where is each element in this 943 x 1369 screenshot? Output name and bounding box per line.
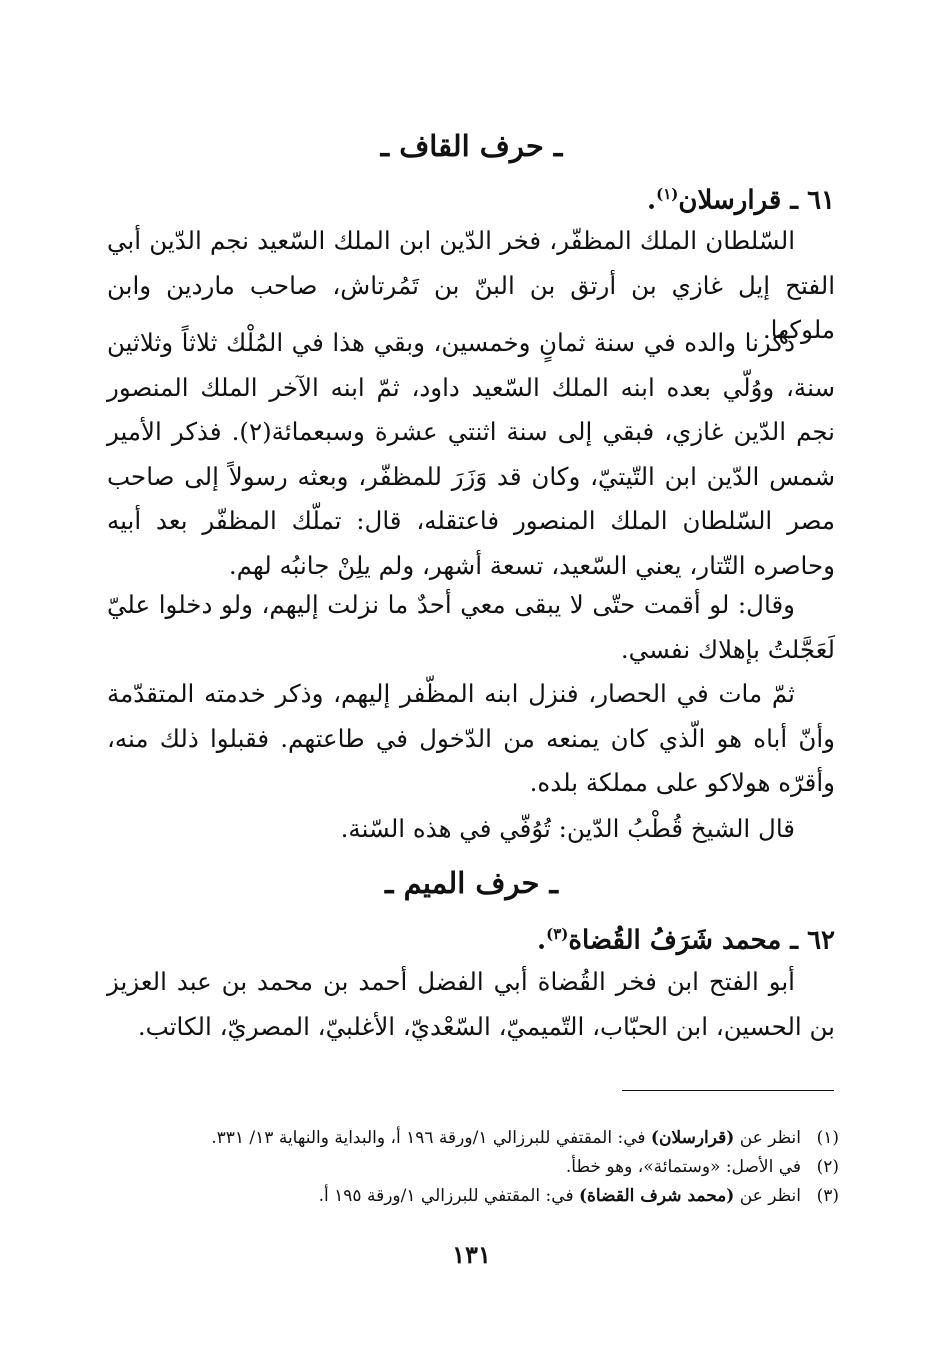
footnote-3 <box>99 1182 839 1211</box>
footnote-ref-3: (٣) <box>546 925 569 943</box>
footnote-2 <box>99 1153 839 1182</box>
paragraph: وقال: لو أقمت حتّى لا يبقى معي أحدٌ ما نزلت إليهم، ولو دخلوا عليّ لَعَجَّلتُ بإهلاك نفسي. <box>107 590 835 664</box>
paragraph: ثمّ مات في الحصار، فنزل ابنه المظّفر إليهم، وذكر خدمته المتقدّمة وأنّ أباه هو الّذي كان يمنعه من الدّخول في طاعتهم. فقبلوا ذلك منه، وأقرّه هولاكو على مملكة بلده. <box>107 679 835 797</box>
entry-62-heading <box>95 912 835 963</box>
section-title-mim: ـ حرف الميم ـ <box>385 866 558 900</box>
entry-61-period: . <box>647 185 657 216</box>
footnote-text <box>566 1153 801 1182</box>
footnote-bold-term: (قرارسلان) <box>650 1128 735 1148</box>
footnotes <box>99 1124 839 1211</box>
page-number: ١٣١ <box>452 1240 491 1269</box>
footnote-text-post: في: المقتفي للبرزالي ١/ورقة ١٩٥ أ. <box>318 1186 579 1206</box>
entry-62-period: . <box>537 925 547 956</box>
footnote-text-pre: انظر عن <box>734 1128 801 1148</box>
footnote-1 <box>99 1124 839 1153</box>
paragraph: أبو الفتح ابن فخر القُضاة أبي الفضل أحمد بن محمد بن عبد العزيز بن الحسين، ابن الحبّاب، التّميميّ، السّعْديّ، الأغلبيّ، المصريّ، الكاتب. <box>107 967 835 1041</box>
entry-62-para-1 <box>107 960 835 1049</box>
entry-62-title: ٦٢ ـ محمد شَرَفُ القُضاة <box>568 925 835 956</box>
paragraph: ذكرنا والده في سنة ثمانٍ وخمسين، وبقي هذا في المُلْك ثلاثاً وثلاثين سنة، ووُلّي بعده ابنه الملك السّعيد داود، ثمّ ابنه الآخر الملك المنصور نجم الدّين غازي، فبقي إلى سنة اثنتي عشرة وسبعمائة(٢). فذكر الأمير شمس الدّين ابن التّيتيّ، وكان قد وَزَرَ للمظفّر، وبعثه رسولاً إلى صاحب مصر السّلطان الملك المنصور فاعتقله، قال: تملّك المظفّر بعد أبيه وحاصره التّتار، يعني السّعيد، تسعة أشهر، ولم يلِنْ جانبُه لهم. <box>107 328 836 580</box>
footnote-text-pre: انظر عن <box>734 1186 801 1206</box>
entry-61-heading <box>95 172 835 223</box>
entry-61-para-4 <box>107 672 835 806</box>
section-title-qaf: ـ حرف القاف ـ <box>380 129 563 163</box>
footnote-text-post: في: المقتفي للبرزالي ١/ورقة ١٩٦ أ، والبداية والنهاية ١٣/ ٣٣١. <box>211 1128 651 1148</box>
entry-61-para-5 <box>107 807 835 852</box>
footnote-number: (١) <box>816 1128 839 1148</box>
footnote-number: (٢) <box>816 1157 839 1177</box>
paragraph: قال الشيخ قُطْبُ الدّين: تُوُفّي في هذه السّنة. <box>340 814 795 843</box>
entry-61-title: ٦١ ـ قرارسلان <box>678 185 835 216</box>
footnote-text <box>319 1182 801 1211</box>
entry-61-para-2 <box>107 321 835 588</box>
entry-61-para-3 <box>107 583 835 672</box>
paragraph: السّلطان الملك المظفّر، فخر الدّين ابن الملك السّعيد نجم الدّين أبي الفتح إيل غازي بن أرتق بن البنّ بن تَمُرتاش، صاحب ماردين وابن ملوكها. <box>107 226 835 344</box>
footnote-text <box>211 1124 801 1153</box>
footnote-number: (٣) <box>816 1186 839 1206</box>
footnote-bold-term: (محمد شرف القضاة) <box>578 1186 735 1206</box>
footnote-ref-1: (١) <box>656 185 679 203</box>
footnote-text-pre: في الأصل: «وستمائة»، وهو خطأ. <box>565 1157 801 1177</box>
footnote-divider <box>622 1090 834 1091</box>
